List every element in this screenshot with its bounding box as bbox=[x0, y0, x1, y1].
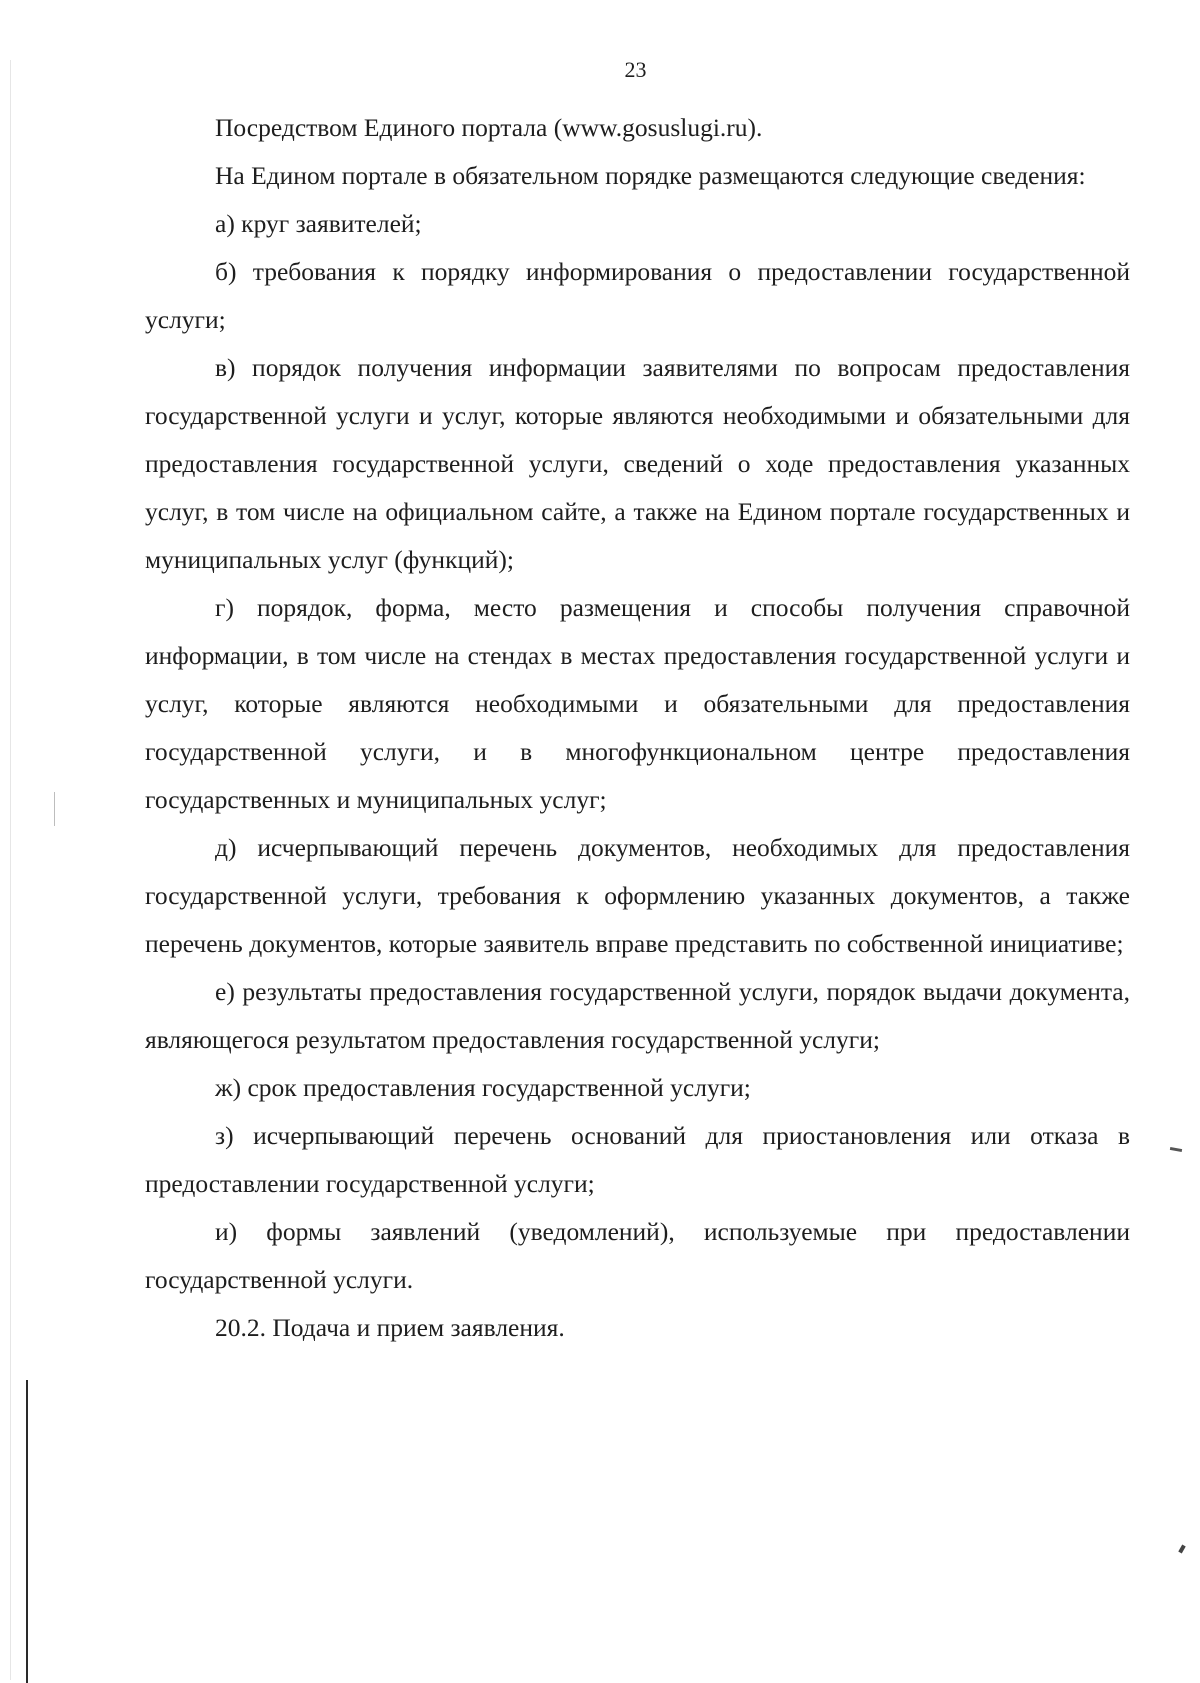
list-item-zh: ж) срок предоставления государственной услуги; bbox=[215, 1073, 751, 1102]
page-number: 23 bbox=[624, 57, 647, 82]
scan-edge-line bbox=[26, 1380, 28, 1683]
list-item-v: в) порядок получения информации заявителями по вопросам предоставления государственной услуги и услуг, которые являются необходимыми и обязательными для предоставления государственной услуги, сведений о ходе предоставления указанных услуг, в том числе на официальном сайте, а также на Едином портале государственных и муниципальных услуг (функций); bbox=[145, 353, 1130, 574]
list-item-d: д) исчерпывающий перечень документов, необходимых для предоставления государственной услуги, требования к оформлению указанных документов, а также перечень документов, которые заявитель вправе представить по собственной инициативе; bbox=[145, 833, 1130, 958]
scan-tick-mark bbox=[54, 792, 55, 826]
scan-speck-right bbox=[1170, 1147, 1182, 1152]
list-item-z: з) исчерпывающий перечень оснований для приостановления или отказа в предоставлении государственной услуги; bbox=[145, 1121, 1130, 1198]
list-item-b: б) требования к порядку информирования о предоставлении государственной услуги; bbox=[145, 257, 1130, 334]
section-heading-20-2: 20.2. Подача и прием заявления. bbox=[215, 1313, 565, 1342]
paragraph-portal-info-heading: На Едином портале в обязательном порядке размещаются следующие сведения: bbox=[215, 161, 1086, 190]
scan-edge-faint bbox=[10, 60, 11, 1680]
list-item-a: а) круг заявителей; bbox=[215, 209, 422, 238]
scan-speck-right-lower bbox=[1178, 1545, 1185, 1554]
list-item-e: е) результаты предоставления государственной услуги, порядок выдачи документа, являющегося результатом предоставления государственной услуги; bbox=[145, 977, 1130, 1054]
document-body bbox=[145, 104, 1130, 1352]
paragraph-portal-intro: Посредством Единого портала (www.gosuslugi.ru). bbox=[215, 113, 763, 142]
list-item-g: г) порядок, форма, место размещения и способы получения справочной информации, в том числе на стендах в местах предоставления государственной услуги и услуг, которые являются необходимыми и обязательными для предоставления государственной услуги, и в многофункциональном центре предоставления государственных и муниципальных услуг; bbox=[145, 593, 1130, 814]
list-item-i: и) формы заявлений (уведомлений), используемые при предоставлении государственной услуги. bbox=[145, 1217, 1130, 1294]
